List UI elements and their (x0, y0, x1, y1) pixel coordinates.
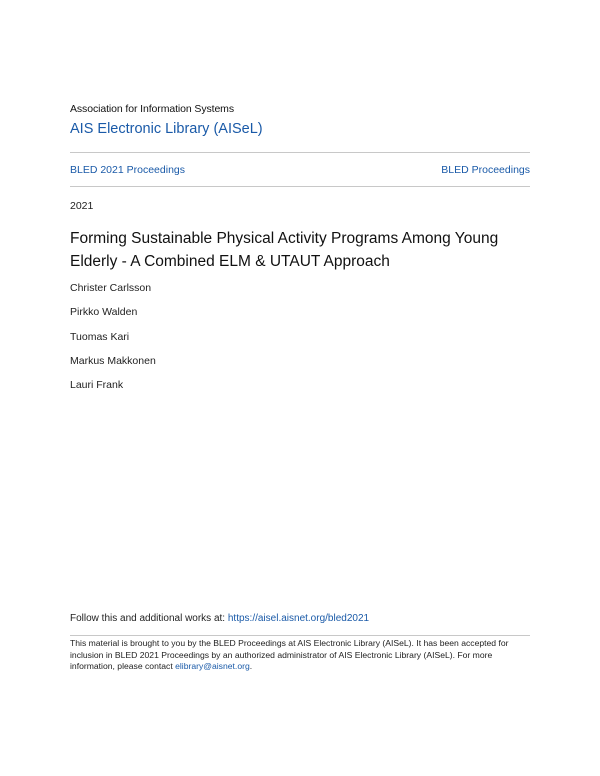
publication-year: 2021 (70, 200, 94, 212)
access-notice (70, 638, 532, 673)
library-link[interactable]: AIS Electronic Library (AISeL) (70, 121, 263, 137)
divider (70, 152, 530, 153)
divider (70, 635, 530, 636)
notice-text: This material is brought to you by the BLED Proceedings at AIS Electronic Library (AISeL). It has been accepted for inclusion in BLED 2021 Proceedings by an authorized administrator of AIS Electronic Library (AISeL). For more information, please contact (70, 638, 509, 671)
organization-name: Association for Information Systems (70, 103, 234, 115)
author-name: Christer Carlsson (70, 282, 152, 294)
author-list (70, 281, 156, 402)
paper-title: Forming Sustainable Physical Activity Programs Among Young Elderly - A Combined ELM & UTAUT Approach (70, 230, 499, 270)
bled-2021-proceedings-link[interactable]: BLED 2021 Proceedings (70, 164, 185, 176)
author-name: Tuomas Kari (70, 330, 130, 343)
author-name: Lauri Frank (70, 379, 124, 392)
divider (70, 186, 530, 187)
notice-end: . (249, 661, 253, 671)
author-name: Markus Makkonen (70, 354, 156, 367)
author-name: Pirkko Walden (70, 306, 138, 319)
follow-prefix: Follow this and additional works at: (70, 613, 228, 624)
contact-email-link[interactable]: elibrary@aisnet.org (175, 661, 250, 671)
follow-link[interactable]: https://aisel.aisnet.org/bled2021 (227, 613, 370, 624)
follow-line (70, 613, 369, 624)
bled-proceedings-link[interactable]: BLED Proceedings (441, 164, 530, 176)
